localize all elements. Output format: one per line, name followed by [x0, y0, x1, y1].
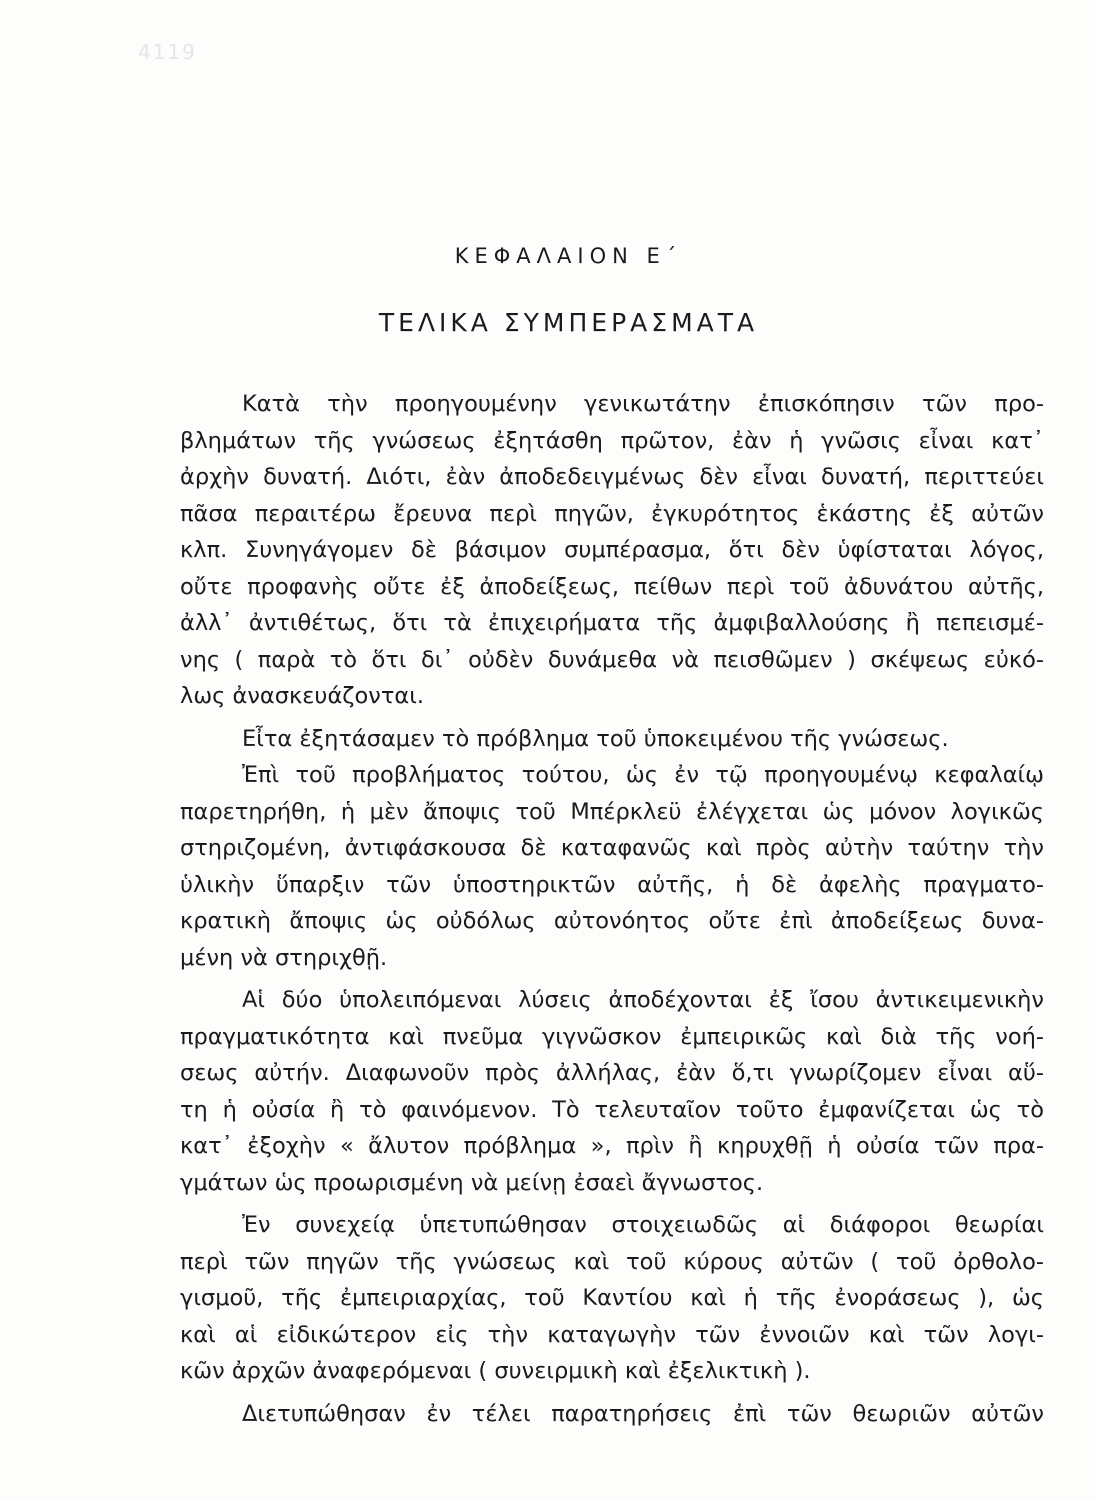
text-line: περὶ τῶν πηγῶν τῆς γνώσεως καὶ τοῦ κύρους αὐτῶν ( τοῦ ὀρθολο- — [180, 1248, 1044, 1275]
text-line: βλημάτων τῆς γνώσεως ἐξητάσθη πρῶτον, ἐὰν ἡ γνῶσις εἶναι κατ᾽ — [180, 427, 1044, 454]
paragraph-1 — [180, 386, 1044, 715]
body-text — [180, 386, 1044, 1438]
text-line: ἀλλ᾽ ἀντιθέτως, ὅτι τὰ ἐπιχειρήματα τῆς ἀμφιβαλλούσης ἢ πεπεισμέ- — [180, 610, 1044, 636]
paragraph-5 — [180, 1396, 1044, 1433]
chapter-label: ΚΕΦΑΛΑΙΟΝ Ε΄ — [454, 244, 683, 268]
text-line: στηριζομένη, ἀντιφάσκουσα δὲ καταφανῶς καὶ πρὸς αὐτὴν ταύτην τὴν — [180, 835, 1044, 861]
text-line: γμάτων ὡς προωρισμένη νὰ μείνῃ ἐσαεὶ ἄγνωστος. — [180, 1169, 764, 1196]
text-line: πραγματικότητα καὶ πνεῦμα γιγνῶσκον ἐμπειρικῶς καὶ διὰ τῆς νοή- — [180, 1023, 1044, 1050]
text-line: λως ἀνασκευάζονται. — [180, 683, 424, 709]
paragraph-3 — [180, 982, 1044, 1201]
text-line: μένη νὰ στηριχθῇ. — [180, 944, 388, 971]
text-line: Κατὰ τὴν προηγουμένην γενικωτάτην ἐπισκόπησιν τῶν προ- — [242, 391, 1044, 417]
text-line: οὔτε προφανὴς οὔτε ἐξ ἀποδείξεως, πείθων περὶ τοῦ ἀδυνάτου αὐτῆς, — [180, 573, 1044, 600]
text-line: παρετηρήθη, ἡ μὲν ἄποψις τοῦ Μπέρκλεϋ ἐλέγχεται ὡς μόνον λογικῶς — [180, 798, 1044, 825]
text-line: ἀρχὴν δυνατή. Διότι, ἐὰν ἀποδεδειγμένως δὲν εἶναι δυνατή, περιττεύει — [180, 464, 1044, 490]
text-line: καὶ αἱ εἰδικώτερον εἰς τὴν καταγωγὴν τῶν ἐννοιῶν καὶ τῶν λογι- — [180, 1321, 1044, 1348]
text-line: ὑλικὴν ὕπαρξιν τῶν ὑποστηρικτῶν αὐτῆς, ἡ δὲ ἀφελὴς πραγματο- — [180, 871, 1044, 898]
text-line: Εἶτα ἐξητάσαμεν τὸ πρόβλημα τοῦ ὑποκειμένου τῆς γνώσεως. — [242, 725, 949, 752]
paragraph-4 — [180, 1207, 1044, 1390]
text-line: Αἱ δύο ὑπολειπόμεναι λύσεις ἀποδέχονται ἐξ ἴσου ἀντικειμενικὴν — [242, 987, 1044, 1013]
text-line: γισμοῦ, τῆς ἐμπειριαρχίας, τοῦ Καντίου καὶ ἡ τῆς ἐνοράσεως ), ὡς — [180, 1285, 1044, 1311]
text-line: κρατικὴ ἄποψις ὡς οὐδόλως αὐτονόητος οὔτε ἐπὶ ἀποδείξεως δυνα- — [180, 908, 1044, 934]
text-line: πᾶσα περαιτέρω ἔρευνα περὶ πηγῶν, ἐγκυρότητος ἑκάστης ἐξ αὐτῶν — [180, 500, 1044, 527]
chapter-title: ΤΕΛΙΚΑ ΣΥΜΠΕΡΑΣΜΑΤΑ — [378, 308, 759, 337]
text-line: σεως αὐτήν. Διαφωνοῦν πρὸς ἀλλήλας, ἐὰν ὅ,τι γνωρίζομεν εἶναι αὕ- — [180, 1060, 1044, 1086]
text-line: Ἐπὶ τοῦ προβλήματος τούτου, ὡς ἐν τῷ προηγουμένῳ κεφαλαίῳ — [242, 762, 1044, 788]
text-line: κῶν ἀρχῶν ἀναφερόμεναι ( συνειρμικὴ καὶ ἐξελικτικὴ ). — [180, 1358, 811, 1384]
paragraph-2 — [180, 721, 1044, 977]
page-number: 4119 — [138, 40, 197, 64]
text-line: νης ( παρὰ τὸ ὅτι δι᾽ οὐδὲν δυνάμεθα νὰ πεισθῶμεν ) σκέψεως εὐκό- — [180, 646, 1044, 673]
text-line: κατ᾽ ἐξοχὴν « ἄλυτον πρόβλημα », πρὶν ἢ κηρυχθῇ ἡ οὐσία τῶν πρα- — [180, 1133, 1044, 1159]
text-line: κλπ. Συνηγάγομεν δὲ βάσιμον συμπέρασμα, ὅτι δὲν ὑφίσταται λόγος, — [180, 537, 1044, 563]
text-line: τη ἡ οὐσία ἢ τὸ φαινόμενον. Τὸ τελευταῖον τοῦτο ἐμφανίζεται ὡς τὸ — [180, 1096, 1044, 1123]
text-line: Ἐν συνεχείᾳ ὑπετυπώθησαν στοιχειωδῶς αἱ διάφοροι θεωρίαι — [242, 1212, 1044, 1238]
text-line: Διετυπώθησαν ἐν τέλει παρατηρήσεις ἐπὶ τῶν θεωριῶν αὐτῶν — [242, 1400, 1044, 1427]
